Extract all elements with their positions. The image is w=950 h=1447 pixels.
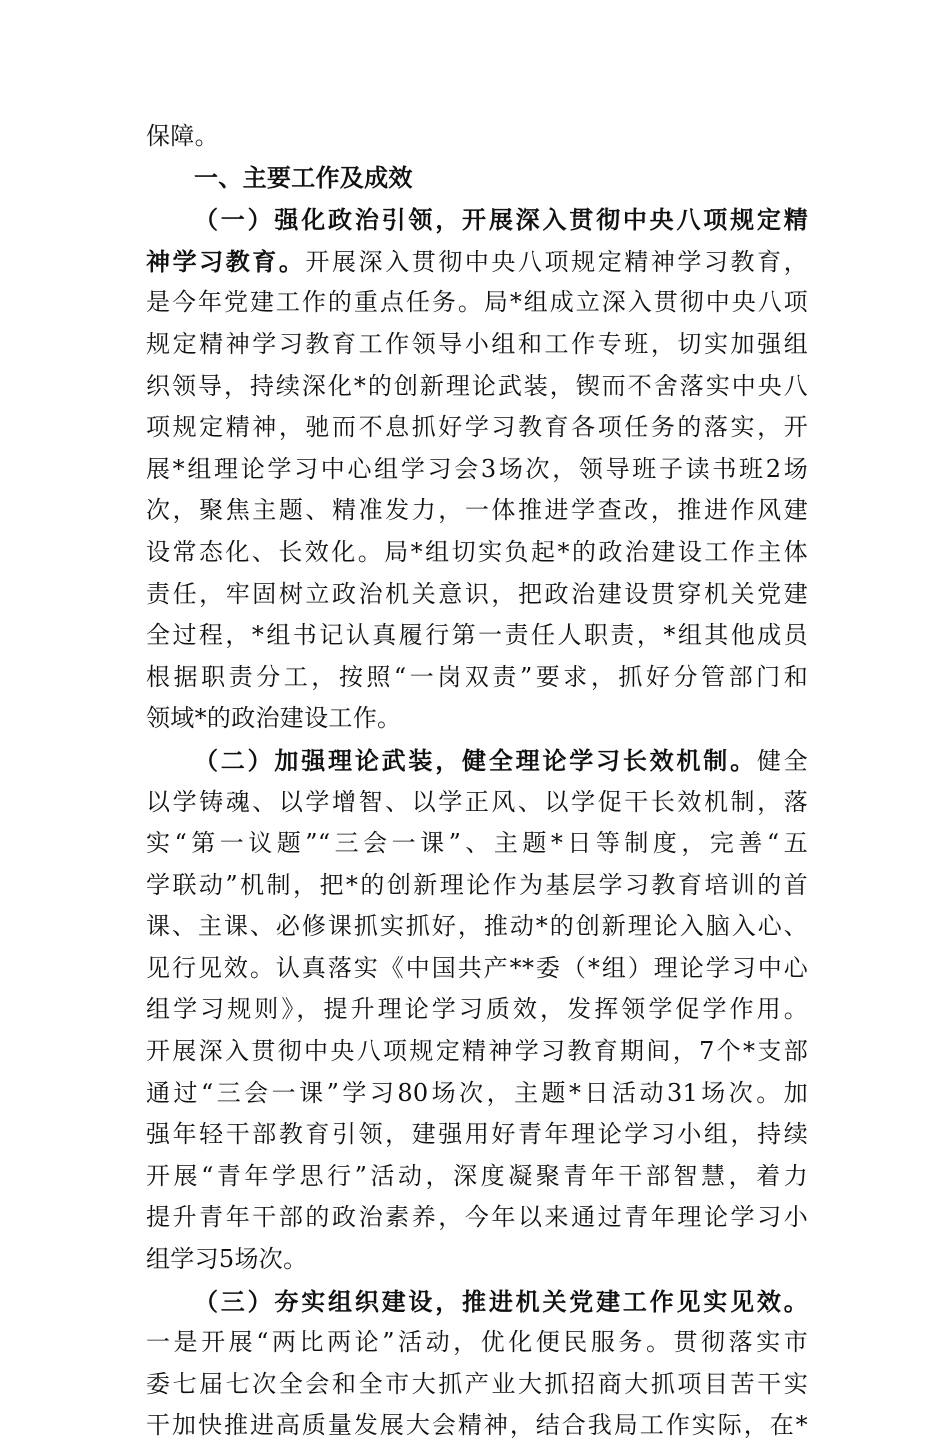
paragraph-line: 领域*的政治建设工作。 bbox=[146, 704, 402, 733]
paragraph-line: 强年轻干部教育引领，建强用好青年理论学习小组，持续 bbox=[146, 1120, 808, 1149]
paragraph-line: 提升青年干部的政治素养，今年以来通过青年理论学习小 bbox=[146, 1203, 808, 1232]
paragraph-line: 展*组理论学习中心组学习会3场次，领导班子读书班2场 bbox=[146, 454, 808, 483]
paragraph-line: 通过“三会一课”学习80场次，主题*日活动31场次。加 bbox=[146, 1078, 808, 1107]
paragraph-line: 组学习5场次。 bbox=[146, 1245, 308, 1274]
paragraph-line: 见行见效。认真落实《中国共产**委（*组）理论学习中心 bbox=[146, 953, 808, 982]
subsection-heading-line: （一）强化政治引领，开展深入贯彻中央八项规定精 bbox=[194, 205, 808, 235]
paragraph-line: 规定精神学习教育工作领导小组和工作专班，切实加强组 bbox=[146, 329, 808, 358]
paragraph-line: 项规定精神，驰而不息抓好学习教育各项任务的落实，开 bbox=[146, 413, 808, 442]
paragraph-text: 开展深入贯彻中央八项规定精神学习教育， bbox=[305, 247, 808, 276]
paragraph-line: 是今年党建工作的重点任务。局*组成立深入贯彻中央八项 bbox=[146, 288, 808, 317]
paragraph-line: 一是开展“两比两论”活动，优化便民服务。贯彻落实市 bbox=[146, 1328, 808, 1357]
paragraph-line: 委七届七次全会和全市大抓产业大抓招商大抓项目苦干实 bbox=[146, 1369, 808, 1398]
paragraph-line: 设常态化、长效化。局*组切实负起*的政治建设工作主体 bbox=[146, 537, 808, 566]
paragraph-line: 开展深入贯彻中央八项规定精神学习教育期间，7个*支部 bbox=[146, 1037, 808, 1066]
paragraph-line: 干加快推进高质量发展大会精神，结合我局工作实际，在* bbox=[146, 1411, 808, 1440]
paragraph-line: 开展“青年学思行”活动，深度凝聚青年干部智慧，着力 bbox=[146, 1161, 808, 1190]
subsection-heading-text: （二）加强理论武装，健全理论学习长效机制。 bbox=[194, 745, 757, 775]
paragraph-line: 织领导，持续深化*的创新理论武装，锲而不舍落实中央八 bbox=[146, 371, 808, 400]
subsection-heading-line: （三）夯实组织建设，推进机关党建工作见实见效。 bbox=[194, 1286, 808, 1316]
document-body bbox=[146, 116, 808, 1447]
paragraph-line: 学联动”机制，把*的创新理论作为基层学习教育培训的首 bbox=[146, 870, 808, 899]
paragraph-line bbox=[146, 740, 808, 782]
paragraph-line: 实“第一议题”“三会一课”、主题*日等制度，完善“五 bbox=[146, 829, 808, 858]
paragraph-line: 保障。 bbox=[146, 122, 219, 150]
section-heading: 一、主要工作及成效 bbox=[194, 163, 413, 192]
paragraph-line: 全过程，*组书记认真履行第一责任人职责，*组其他成员 bbox=[146, 621, 808, 650]
subsection-heading-text: 神学习教育。 bbox=[146, 246, 306, 276]
paragraph-line: 以学铸魂、以学增智、以学正风、以学促干长效机制，落 bbox=[146, 787, 808, 816]
paragraph-line bbox=[146, 241, 808, 283]
paragraph-text: 健全 bbox=[756, 746, 808, 775]
paragraph-line: 课、主课、必修课抓实抓好，推动*的创新理论入脑入心、 bbox=[146, 912, 808, 941]
paragraph-line: 责任，牢固树立政治机关意识，把政治建设贯穿机关党建 bbox=[146, 579, 808, 608]
paragraph-line: 组学习规则》，提升理论学习质效，发挥领学促学作用。 bbox=[146, 995, 808, 1024]
paragraph-line: 根据职责分工，按照“一岗双责”要求，抓好分管部门和 bbox=[146, 662, 808, 691]
paragraph-line: 次，聚焦主题、精准发力，一体推进学查改，推进作风建 bbox=[146, 496, 808, 525]
